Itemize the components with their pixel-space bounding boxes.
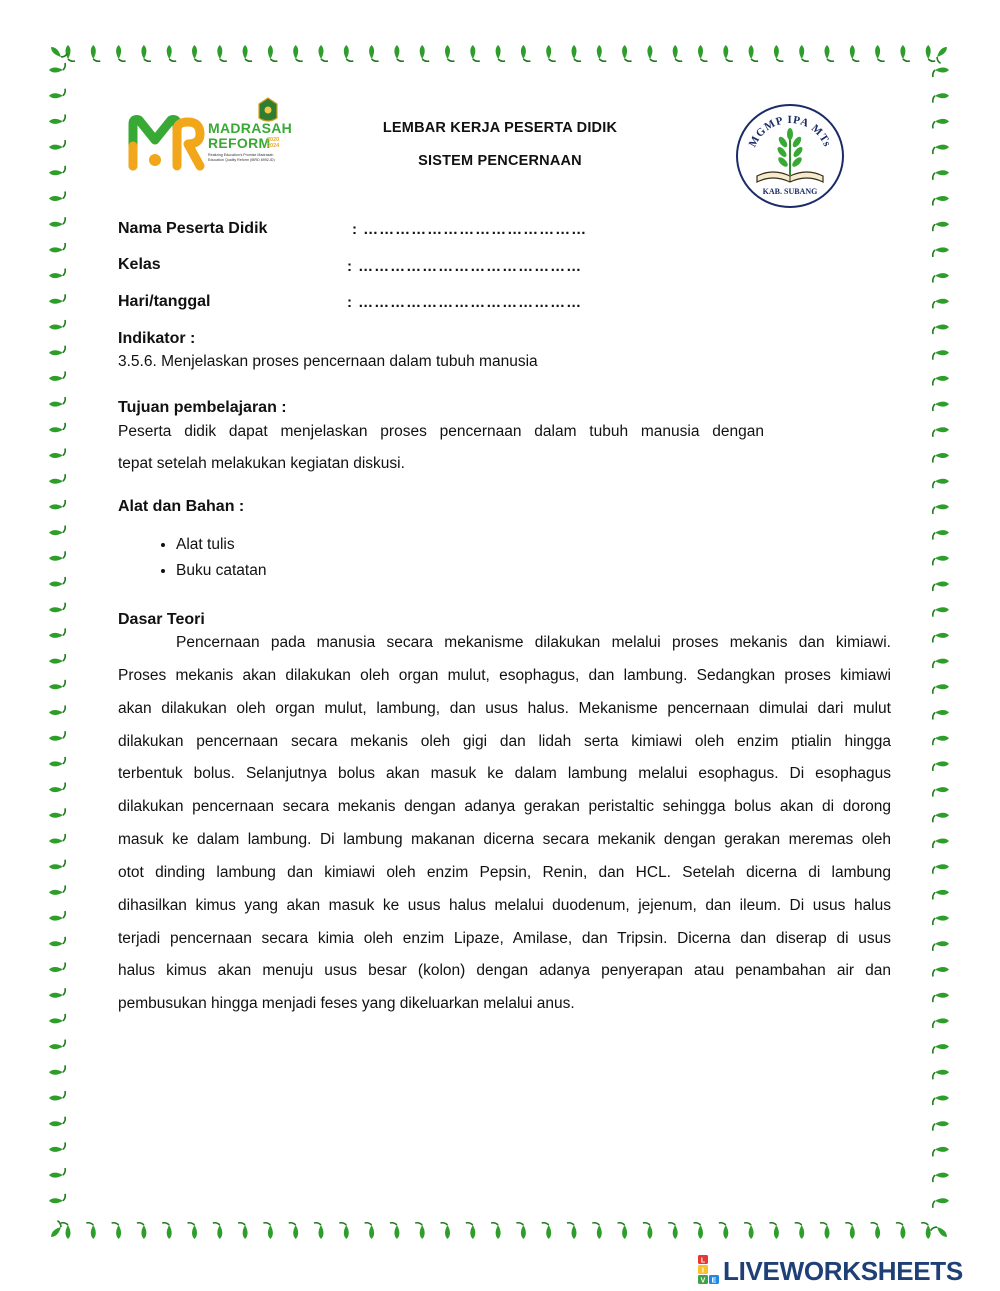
leaf-ornament (49, 937, 65, 947)
leaf-ornament (390, 1223, 400, 1239)
leaf-ornament (394, 45, 404, 61)
leaf-ornament (49, 1168, 65, 1178)
leaf-ornament (49, 654, 65, 664)
logo-brand-line1: MADRASAH (208, 120, 293, 136)
leaf-ornament (875, 45, 885, 61)
leaf-ornament (49, 269, 65, 279)
leaf-ornament (850, 45, 860, 61)
leaf-ornament (49, 731, 65, 741)
leaf-ornament (289, 1223, 299, 1239)
svg-text:L: L (700, 1257, 706, 1265)
leaf-ornament (900, 45, 910, 61)
alat-list (140, 534, 266, 586)
leaf-ornament (933, 427, 949, 437)
leaf-ornament (668, 1223, 678, 1239)
leaf-ornament (441, 1223, 451, 1239)
leaf-ornament (933, 479, 949, 489)
leaf-ornament (933, 813, 949, 823)
leaf-ornament (49, 42, 67, 60)
class-field[interactable]: : …………………………………… (347, 258, 583, 275)
paragraph-line: dilakukan pencernaan secara mekanis oleh gigi dan lidah serta kimiawi oleh enzim ptialin hingga (118, 733, 891, 750)
leaf-ornament (49, 1117, 65, 1127)
leaf-ornament (871, 1223, 881, 1239)
leaf-ornament (933, 1044, 949, 1054)
leaf-ornament (845, 1223, 855, 1239)
leaf-ornament (931, 1224, 949, 1242)
madrasah-reform-logo (128, 96, 293, 176)
leaf-ornament (933, 530, 949, 540)
leaf-ornament (49, 603, 65, 613)
leaf-ornament (597, 45, 607, 61)
leaf-ornament (49, 911, 65, 921)
indikator-text: 3.5.6. Menjelaskan proses pencernaan dalam tubuh manusia (118, 353, 538, 370)
leaf-ornament (774, 45, 784, 61)
dasar-teori-heading: Dasar Teori (118, 611, 205, 628)
leaf-ornament (339, 1223, 349, 1239)
leaf-ornament (933, 967, 949, 977)
leaf-ornament (466, 1223, 476, 1239)
paragraph-line: Pencernaan pada manusia secara mekanisme dilakukan melalui proses mekanis dan kimiawi. (176, 634, 891, 651)
leaf-ornament (647, 45, 657, 61)
leaf-ornament (933, 1198, 949, 1208)
leaf-ornament (933, 350, 949, 360)
leaf-ornament (934, 45, 952, 63)
leaf-ornament (49, 860, 65, 870)
leaf-ornament (698, 45, 708, 61)
leaf-ornament (49, 63, 65, 73)
svg-text:E: E (711, 1277, 717, 1285)
leaf-ornament (415, 1223, 425, 1239)
leaf-ornament (673, 45, 683, 61)
leaf-ornament (49, 500, 65, 510)
leaf-ornament (933, 247, 949, 257)
leaf-ornament (933, 145, 949, 155)
leaf-ornament (820, 1223, 830, 1239)
leaf-ornament (49, 140, 65, 150)
indikator-heading: Indikator : (118, 330, 196, 347)
leaf-ornament (49, 1040, 65, 1050)
date-label: Hari/tanggal (118, 293, 211, 310)
leaf-ornament (49, 166, 65, 176)
name-field[interactable]: : …………………………………… (352, 221, 588, 238)
leaf-ornament (719, 1223, 729, 1239)
leaf-ornament (49, 628, 65, 638)
leaf-ornament (49, 1142, 65, 1152)
leaf-ornament (293, 45, 303, 61)
tujuan-line-1: Peserta didik dapat menjelaskan proses pencernaan dalam tubuh manusia dengan (118, 423, 764, 440)
leaf-ornament (933, 710, 949, 720)
leaf-ornament (622, 45, 632, 61)
leaf-ornament (49, 89, 65, 99)
leaf-ornament (769, 1223, 779, 1239)
leaf-ornament (933, 376, 949, 386)
leaf-ornament (268, 45, 278, 61)
leaf-ornament (799, 45, 809, 61)
leaf-ornament (49, 834, 65, 844)
paragraph-line: Proses mekanis akan dilakukan oleh organ mulut, esophagus, dan lambung. Sedangkan proses kimiawi (118, 667, 891, 684)
leaf-ornament (933, 864, 949, 874)
leaf-ornament (933, 1096, 949, 1106)
leaf-ornament (933, 1018, 949, 1028)
leaf-ornament (933, 453, 949, 463)
date-field[interactable]: : …………………………………… (347, 294, 583, 311)
logo-years: 2020 2024 (267, 137, 280, 149)
leaf-ornament (445, 45, 455, 61)
leaf-ornament (933, 402, 949, 412)
leaf-ornament (49, 577, 65, 587)
leaf-ornament (49, 294, 65, 304)
leaf-ornament (933, 607, 949, 617)
tujuan-line-2: tepat setelah melakukan kegiatan diskusi. (118, 455, 405, 472)
logo-tagline: Realizing Education's Promise Madrasah Education Quality Reform (IBRD 8992-ID) (208, 153, 275, 162)
name-label: Nama Peserta Didik (118, 220, 268, 237)
mgmp-top-text: MGMP IPA MTs (746, 113, 834, 150)
paragraph-line: otot dinding lambung dan kimiawi oleh enzim Pepsin, Renin, dan HCL. Setelah dicerna di lambung (118, 864, 891, 881)
svg-text:I: I (702, 1267, 704, 1275)
leaf-ornament (933, 890, 949, 900)
leaf-ornament (933, 68, 949, 78)
leaf-ornament (933, 787, 949, 797)
list-item: • Alat tulis (176, 534, 266, 560)
leaf-ornament (933, 1147, 949, 1157)
leaf-ornament (470, 45, 480, 61)
leaf-ornament (369, 45, 379, 61)
leaf-ornament (188, 1223, 198, 1239)
leaf-ornament (496, 45, 506, 61)
leaf-ornament (618, 1223, 628, 1239)
leaf-ornament (921, 1223, 931, 1239)
leaf-ornament (933, 273, 949, 283)
leaf-ornament (91, 45, 101, 61)
leaf-ornament (49, 217, 65, 227)
leaf-ornament (744, 1223, 754, 1239)
leaf-ornament (49, 783, 65, 793)
leaf-ornament (933, 325, 949, 335)
leaf-ornament (61, 1223, 71, 1239)
leaf-ornament (49, 397, 65, 407)
leaf-ornament (933, 1070, 949, 1080)
leaf-ornament (49, 423, 65, 433)
alat-heading: Alat dan Bahan : (118, 498, 245, 515)
leaf-ornament (238, 1223, 248, 1239)
liveworksheets-wordmark: LIVEWORKSHEETS (723, 1256, 963, 1286)
leaf-ornament (825, 45, 835, 61)
leaf-ornament (49, 1091, 65, 1101)
leaf-ornament (49, 1194, 65, 1204)
leaf-ornament (933, 633, 949, 643)
paragraph-line: dilakukan pencernaan secara mekanis dengan adanya gerakan peristaltic sehingga bolus akan di dorong (118, 798, 891, 815)
leaf-ornament (933, 93, 949, 103)
leaf-ornament (933, 684, 949, 694)
leaf-ornament (516, 1223, 526, 1239)
liveworksheets-blocks-icon (698, 1255, 720, 1285)
leaf-ornament (933, 736, 949, 746)
leaf-ornament (86, 1223, 96, 1239)
paragraph-line: pembusukan hingga menjadi feses yang dikeluarkan melalui anus. (118, 995, 575, 1012)
leaf-ornament (49, 808, 65, 818)
leaf-ornament (319, 45, 329, 61)
leaf-ornament (420, 45, 430, 61)
worksheet-title: LEMBAR KERJA PESERTA DIDIK (382, 120, 618, 136)
leaf-ornament (49, 114, 65, 124)
leaf-ornament (344, 45, 354, 61)
leaf-ornament (933, 196, 949, 206)
leaf-ornament (49, 757, 65, 767)
leaf-ornament (572, 45, 582, 61)
leaf-ornament (49, 371, 65, 381)
leaf-ornament (49, 1014, 65, 1024)
leaf-ornament (933, 916, 949, 926)
leaf-ornament (49, 551, 65, 561)
paragraph-line: terbentuk bolus. Selanjutnya bolus akan masuk ke dalam lambung melalui esophagus. Di esophagus (118, 765, 891, 782)
worksheet-subtitle: SISTEM PENCERNAAN (418, 153, 582, 169)
leaf-ornament (933, 556, 949, 566)
leaf-ornament (167, 45, 177, 61)
logo-brand-line2: REFORM (208, 135, 271, 151)
leaf-ornament (141, 45, 151, 61)
leaf-ornament (592, 1223, 602, 1239)
leaf-ornament (926, 45, 936, 61)
leaf-ornament (314, 1223, 324, 1239)
leaf-ornament (137, 1223, 147, 1239)
leaf-ornament (933, 659, 949, 669)
class-label: Kelas (118, 256, 161, 273)
leaf-ornament (643, 1223, 653, 1239)
tujuan-heading: Tujuan pembelajaran : (118, 399, 287, 416)
mgmp-logo (735, 102, 845, 210)
leaf-ornament (933, 761, 949, 771)
leaf-ornament (521, 45, 531, 61)
leaf-ornament (933, 119, 949, 128)
leaf-ornament (933, 1173, 949, 1183)
leaf-ornament (49, 449, 65, 459)
leaf-ornament (49, 1065, 65, 1075)
leaf-ornament (213, 1223, 223, 1239)
leaf-ornament (542, 1223, 552, 1239)
leaf-ornament (694, 1223, 704, 1239)
list-item: • Buku catatan (176, 560, 266, 586)
mgmp-bottom-text: KAB. SUBANG (762, 187, 818, 196)
leaf-ornament (49, 706, 65, 716)
leaf-ornament (49, 680, 65, 690)
leaf-ornament (365, 1223, 375, 1239)
leaf-ornament (933, 1121, 949, 1131)
leaf-ornament (49, 885, 65, 895)
leaf-ornament (49, 526, 65, 536)
paragraph-line: akan dilakukan oleh organ mulut, lambung, dan usus halus. Mekanisme pencernaan dimulai dari mulut (118, 700, 891, 717)
leaf-ornament (192, 45, 202, 61)
paragraph-line: halus kimus akan menuju usus besar (kolon) dengan adanya penyerapan atau penambahan air dan (118, 962, 891, 979)
leaf-ornament (49, 346, 65, 356)
paragraph-line: dihasilkan kimus yang akan masuk ke usus halus melalui duodenum, jejenum, dan ileum. Di usus halus (118, 897, 891, 914)
leaf-ornament (933, 839, 949, 849)
leaf-ornament (112, 1223, 122, 1239)
leaf-ornament (49, 320, 65, 330)
leaf-ornament (933, 299, 949, 309)
leaf-ornament (749, 45, 759, 61)
leaf-ornament (896, 1223, 906, 1239)
paragraph-line: terjadi pencernaan secara kimia oleh enzim Lipaze, Amilase, dan Tripsin. Dicerna dan diserap di usus (118, 930, 891, 947)
leaf-ornament (933, 993, 949, 1003)
leaf-ornament (723, 45, 733, 61)
leaf-ornament (49, 192, 65, 202)
leaf-ornament (933, 504, 949, 514)
leaf-ornament (795, 1223, 805, 1239)
leaf-ornament (933, 582, 949, 592)
svg-text:V: V (700, 1277, 706, 1285)
leaf-ornament (49, 243, 65, 253)
leaf-ornament (217, 45, 227, 61)
leaf-ornament (49, 988, 65, 998)
leaf-ornament (933, 222, 949, 232)
paragraph-line: masuk ke dalam lambung. Di lambung makanan dicerna secara mekanik dengan gerakan meremas oleh (118, 831, 891, 848)
leaf-ornament (567, 1223, 577, 1239)
leaf-ornament (116, 45, 126, 61)
leaf-ornament (49, 474, 65, 484)
leaf-ornament (546, 45, 556, 61)
leaf-ornament (66, 45, 76, 61)
leaf-ornament (263, 1223, 273, 1239)
leaf-ornament (933, 170, 949, 180)
leaf-ornament (162, 1223, 172, 1239)
leaf-ornament (243, 45, 253, 61)
leaf-ornament (933, 941, 949, 951)
leaf-ornament (491, 1223, 501, 1239)
mgmp-emblem-icon (735, 102, 845, 210)
leaf-ornament (49, 963, 65, 973)
